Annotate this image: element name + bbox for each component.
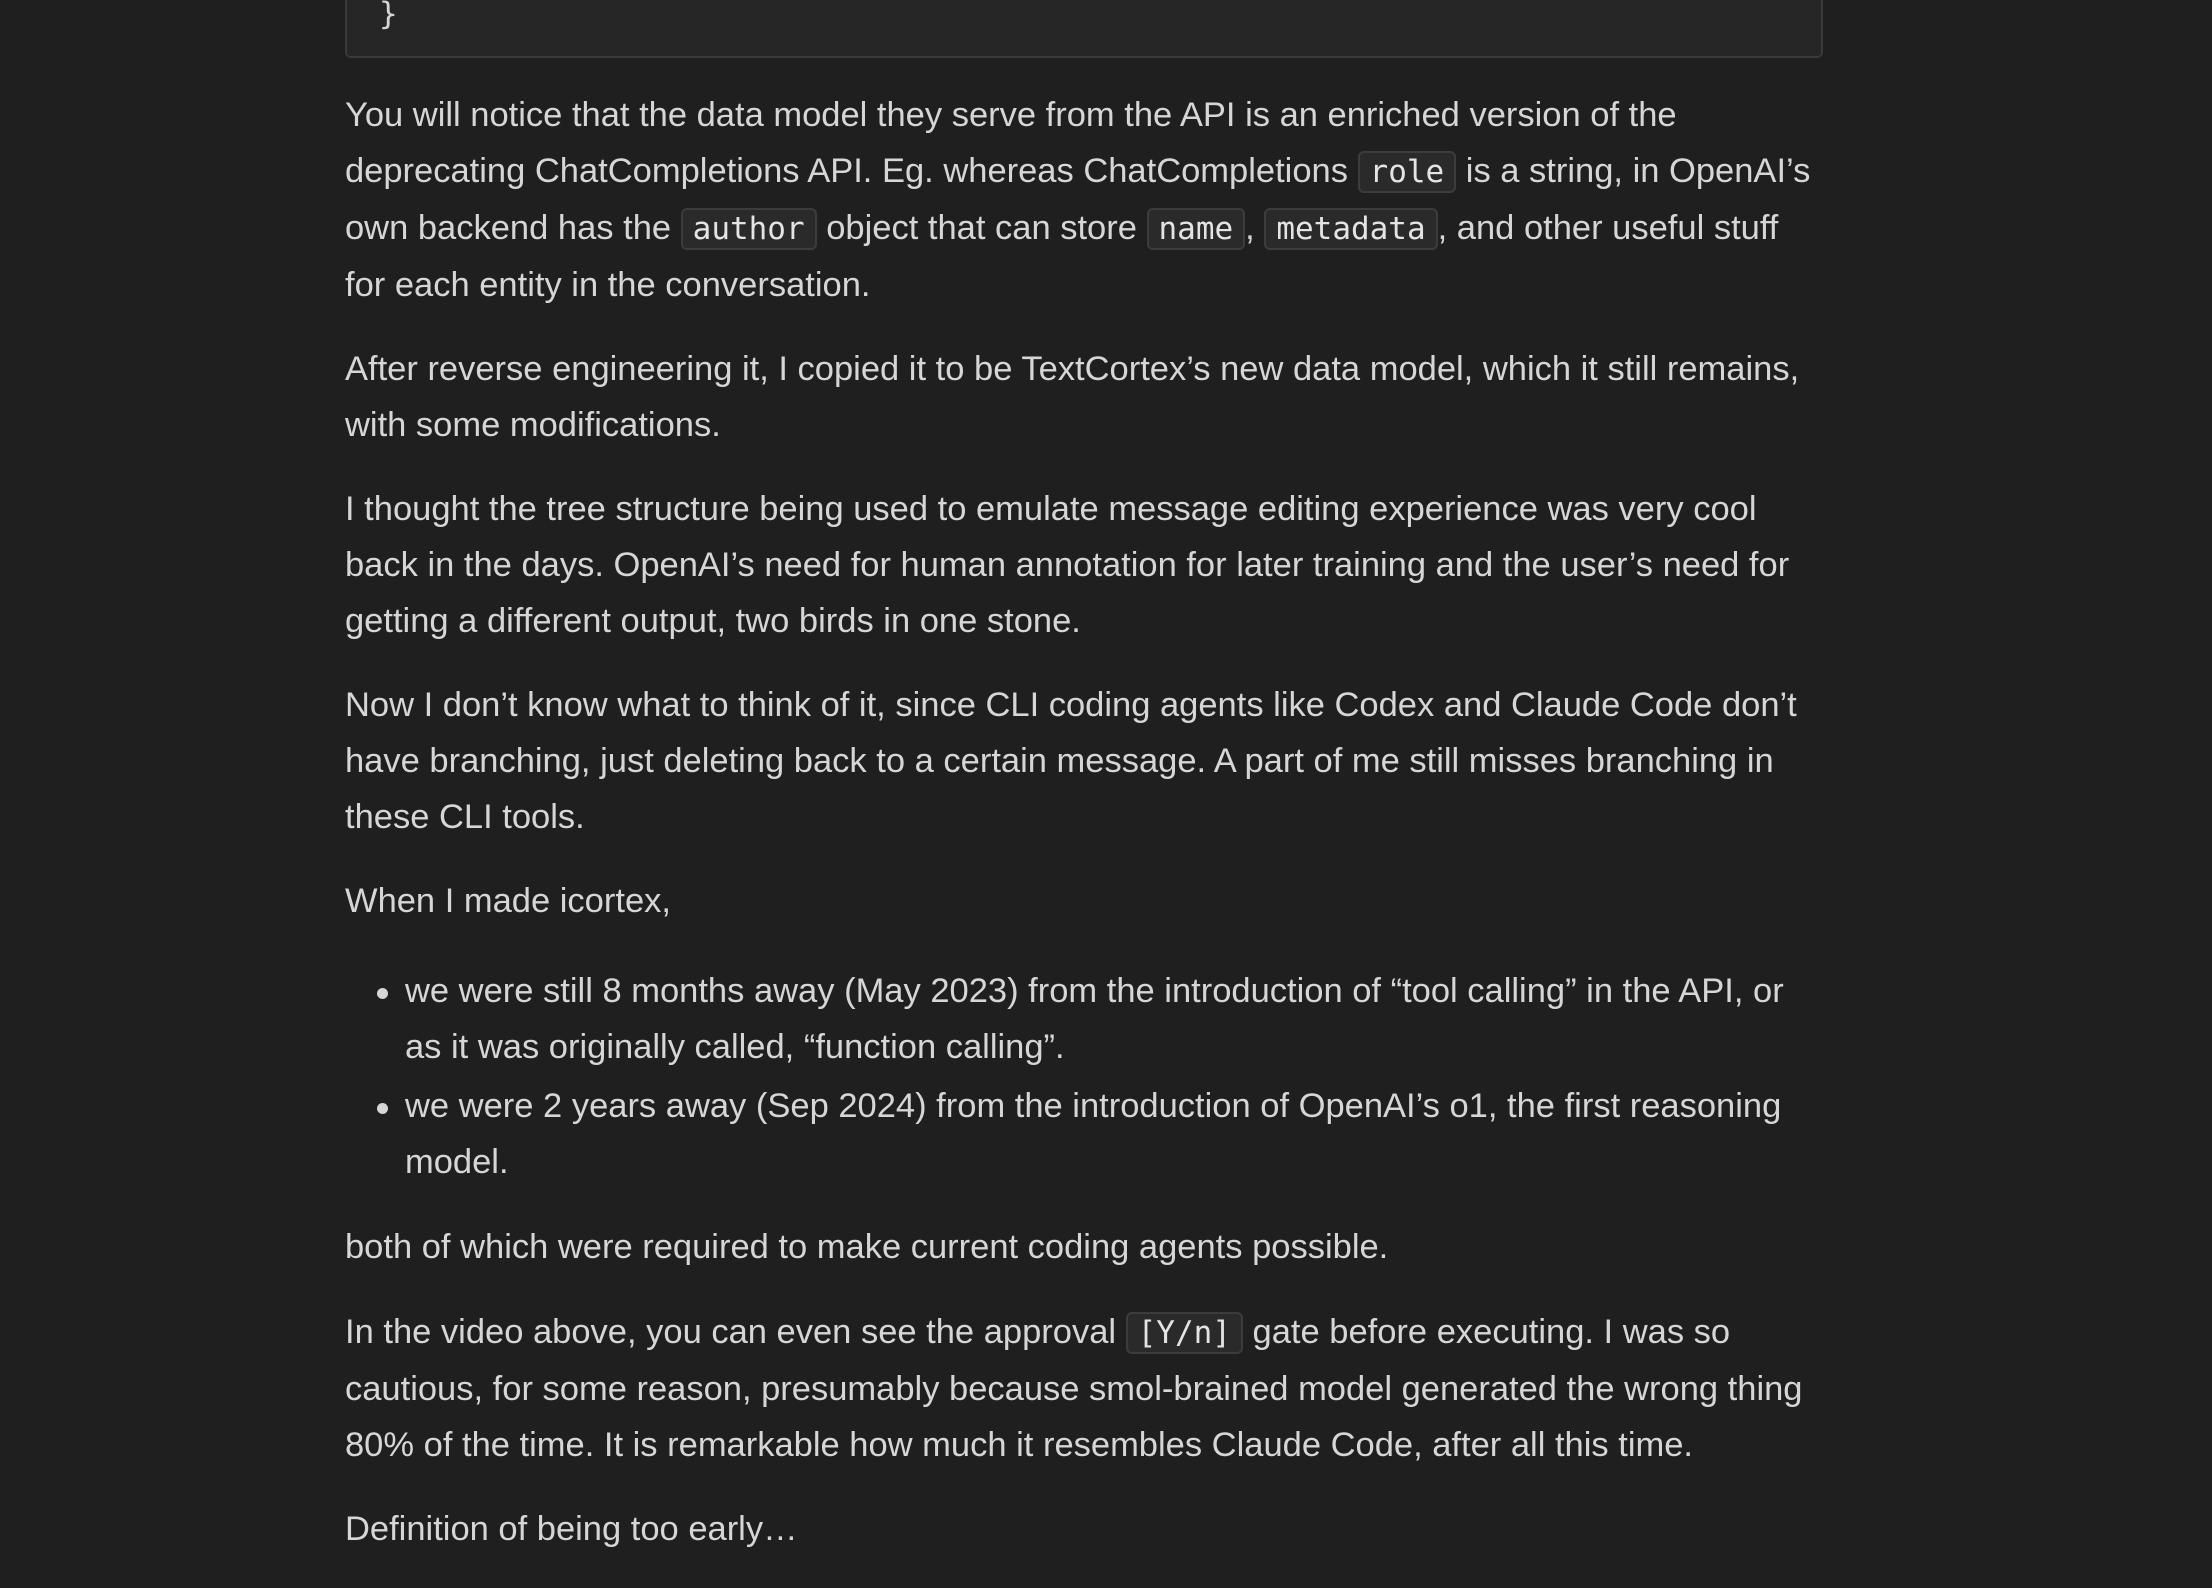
paragraph-both: both of which were required to make current coding agents possible. [345, 1228, 1389, 1266]
list-item: we were still 8 months away (May 2023) from the introduction of “tool calling” in the API, or as it was originally called, “function calling”. [405, 963, 1825, 1075]
code-block-text: } [379, 0, 398, 32]
text: , [1245, 209, 1265, 247]
bullet-list [345, 963, 1825, 1193]
paragraph-video [345, 1304, 1825, 1473]
text: You will notice that the data model they serve from the API is an enriched version of the deprecating ChatCompletions API. Eg. whereas ChatCompletions [345, 96, 1677, 190]
code-block [345, 0, 1823, 58]
text: gate before executing. I was so cautious, for some reason, presumably because smol-brained model generated the wrong thing 80% of the time. It is remarkable how much it resembles Claude Code, after all this time. [345, 1313, 1803, 1464]
inline-code-author: author [681, 208, 817, 250]
text: is a string, in OpenAI’s own backend has the [345, 152, 1811, 247]
inline-code-metadata: metadata [1264, 208, 1437, 250]
inline-code-yn: [Y/n] [1126, 1312, 1243, 1354]
inline-code-name: name [1147, 208, 1246, 250]
text: In the video above, you can even see the approval [345, 1313, 1126, 1351]
paragraph-tree-structure: I thought the tree structure being used to emulate message editing experience was very cool back in the days. OpenAI’s need for human annotation for later training and the user’s need for getting a different output, two birds in one stone. [345, 490, 1790, 640]
inline-code-role: role [1358, 151, 1457, 193]
text: , and other useful stuff for each entity in the conversation. [345, 209, 1779, 304]
paragraph-icortex: When I made icortex, [345, 882, 671, 920]
paragraph-reverse-engineering: After reverse engineering it, I copied it to be TextCortex’s new data model, which it still remains, with some modifications. [345, 350, 1800, 444]
list-item: we were 2 years away (Sep 2024) from the introduction of OpenAI’s o1, the first reasoning model. [405, 1078, 1825, 1190]
paragraph-data-model [345, 87, 1825, 313]
text: object that can store [816, 209, 1147, 247]
paragraph-cli-agents: Now I don’t know what to think of it, since CLI coding agents like Codex and Claude Code don’t have branching, just deleting back to a certain message. A part of me still misses branching in these CLI tools. [345, 686, 1797, 836]
paragraph-definition: Definition of being too early… [345, 1510, 798, 1548]
